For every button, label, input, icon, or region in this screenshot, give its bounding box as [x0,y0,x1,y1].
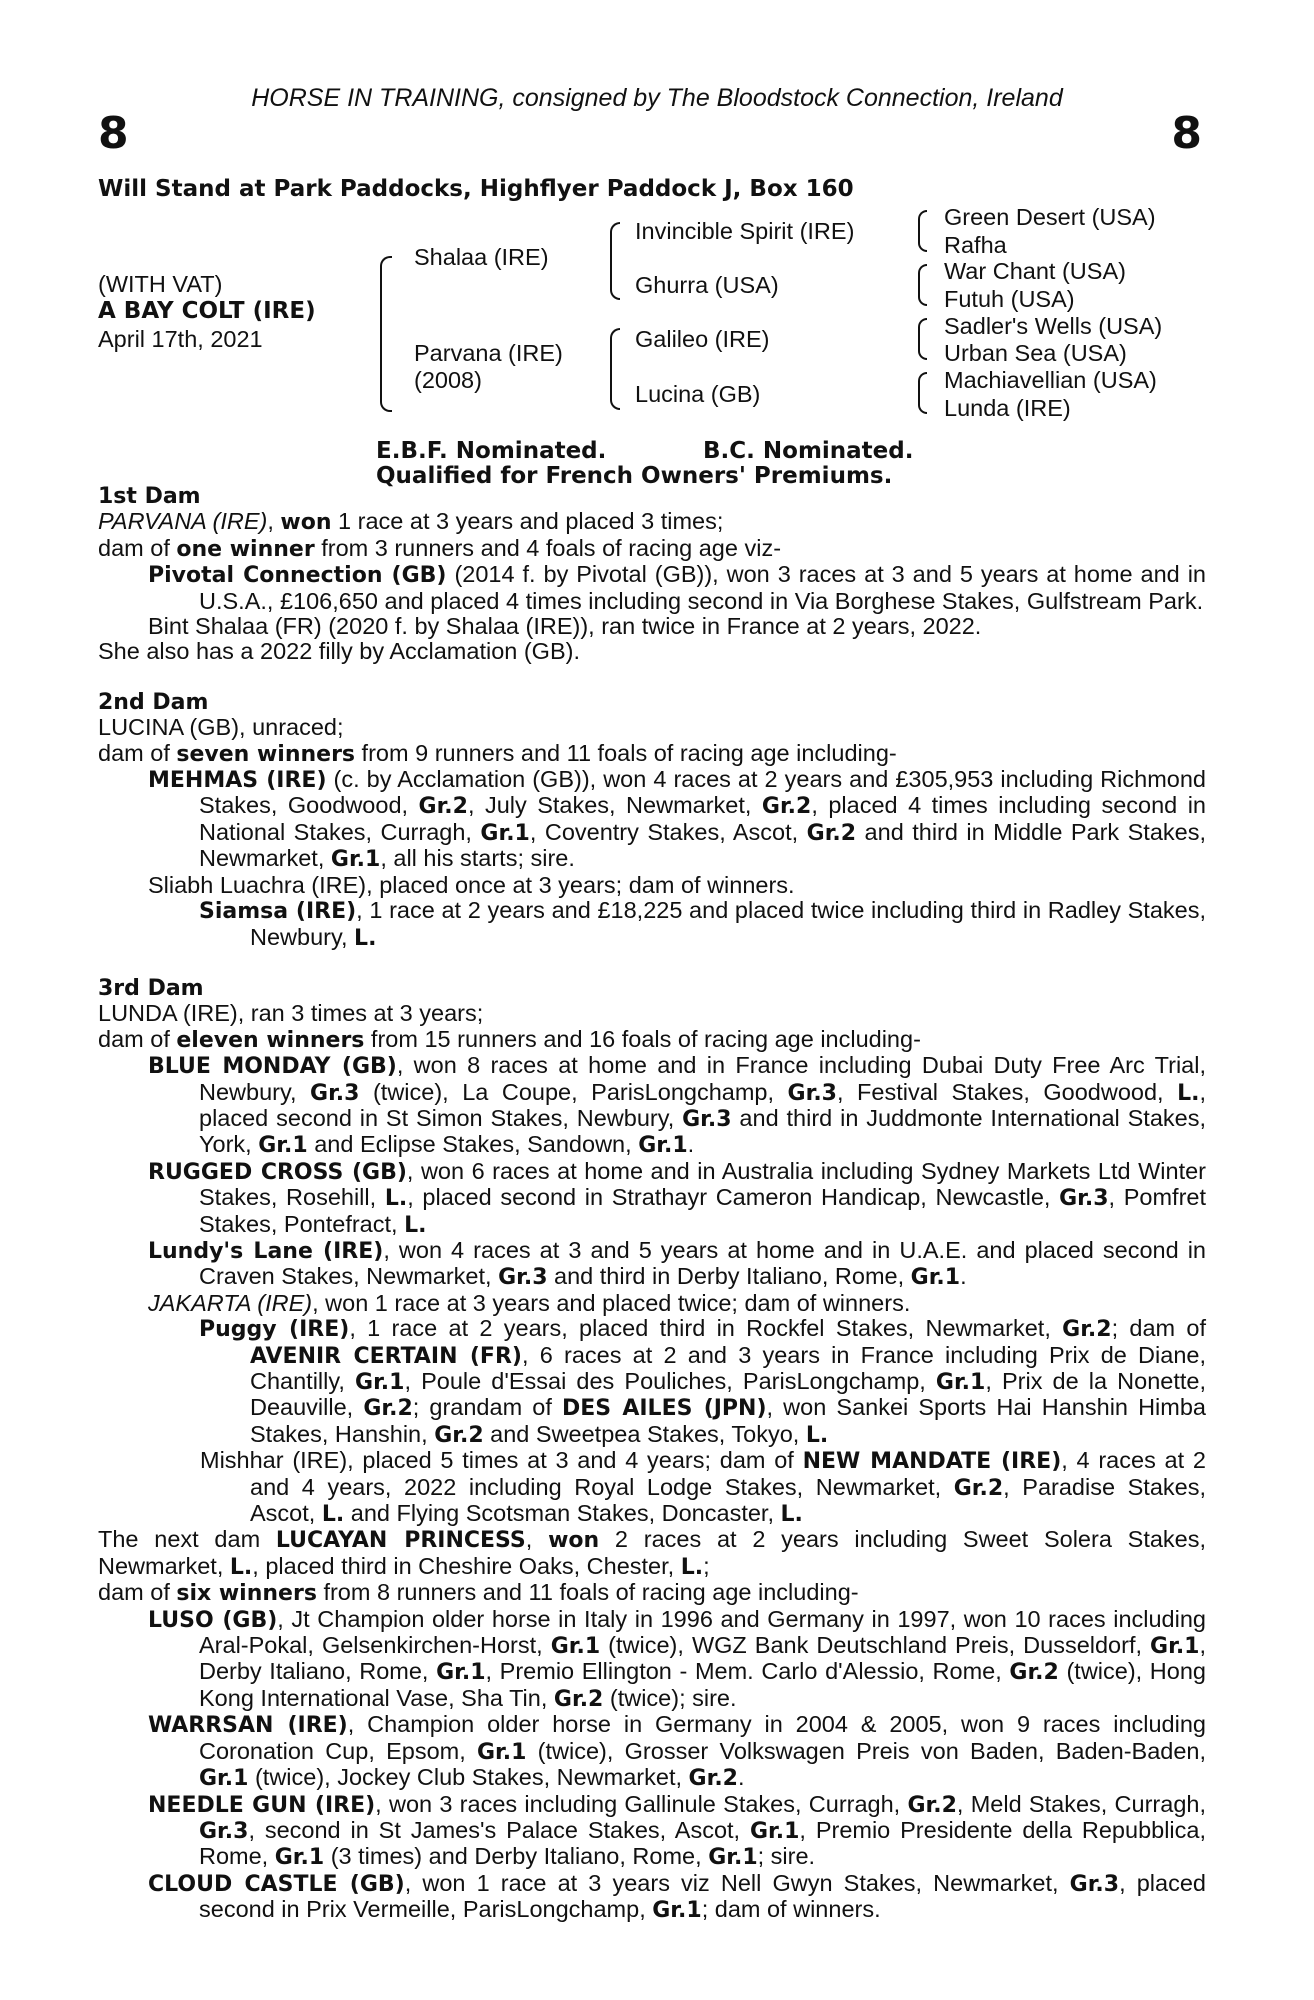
bracket-g3 [918,318,927,360]
vat-note: (WITH VAT) [98,271,223,297]
lot-name: A BAY COLT (IRE) [98,298,316,324]
section-heading-2nd-dam: 2nd Dam [98,689,209,715]
ebf-nomination: E.B.F. Nominated. [376,438,607,464]
produce-entry: Lundy's Lane (IRE), won 4 races at 3 and 5 years at home and in U.A.E. and placed second in Craven Stakes, Newmarket, Gr.3 and third in Derby Italiano, Rome, Gr.1. [148,1236,1206,1291]
page-header-title: HORSE IN TRAINING, consigned by The Bloodstock Connection, Ireland [251,84,1063,112]
granddam-1: Rafha [944,232,1007,258]
produce-entry: Puggy (IRE), 1 race at 2 years, placed third in Rockfel Stakes, Newmarket, Gr.2; dam of AVENIR CERTAIN (FR), 6 races at 2 and 3 years in France including Prix de Diane, Chantilly, Gr.1, Poule d'Essai des Pouliches, ParisLongchamp, Gr.1, Prix de la Nonette, Deauville, Gr.2; grandam of DES AILES (JPN), won Sankei Sports Hai Hanshin Himba Stakes, Hanshin, Gr.2 and Sweetpea Stakes, Tokyo, L. [199,1315,1207,1448]
grandsire-2: War Chant (USA) [944,258,1126,284]
first-dam-produce-summary: dam of one winner from 3 runners and 4 foals of racing age viz- [98,534,782,562]
pedigree-notes-body [98,484,1206,1924]
granddam-2: Futuh (USA) [944,286,1075,312]
bc-nomination: B.C. Nominated. [703,438,914,464]
first-dam-intro: PARVANA (IRE), won 1 race at 3 years and placed 3 times; [98,508,724,536]
sire-dam: Ghurra (USA) [635,272,779,298]
produce-entry: NEEDLE GUN (IRE), won 3 races including Gallinule Stakes, Curragh, Gr.2, Meld Stakes, Curragh, Gr.3, second in St James's Palace Stakes, Ascot, Gr.1, Premio Presidente della Repubblica, Rome, Gr.1 (3 times) and Derby Italiano, Rome, Gr.1; sire. [148,1790,1206,1871]
dam-year: (2008) [414,367,482,393]
lot-number-left: 8 [98,108,129,159]
grandsire-4: Machiavellian (USA) [944,367,1157,393]
bracket-dam [610,328,620,410]
produce-entry: Bint Shalaa (FR) (2020 f. by Shalaa (IRE)), ran twice in France at 2 years, 2022. [148,613,982,640]
section-heading-3rd-dam: 3rd Dam [98,975,204,1001]
sire-name: Shalaa (IRE) [414,244,549,270]
third-dam-intro: LUNDA (IRE), ran 3 times at 3 years; [98,1000,484,1027]
produce-entry: WARRSAN (IRE), Champion older horse in Germany in 2004 & 2005, won 9 races including Coronation Cup, Epsom, Gr.1 (twice), Grosser Volkswagen Preis von Baden, Baden-Baden, Gr.1 (twice), Jockey Club Stakes, Newmarket, Gr.2. [148,1711,1206,1792]
bracket-main [380,256,392,412]
produce-entry: CLOUD CASTLE (GB), won 1 race at 3 years viz Nell Gwyn Stakes, Newmarket, Gr.3, placed second in Prix Vermeille, ParisLongchamp, Gr.1; dam of winners. [148,1869,1206,1924]
stand-location: Will Stand at Park Paddocks, Highflyer Paddock J, Box 160 [98,176,854,202]
dam-sire: Galileo (IRE) [635,326,770,352]
second-dam-produce-summary: dam of seven winners from 9 runners and 11 foals of racing age including- [98,739,897,767]
bracket-g4 [918,372,927,414]
produce-entry: RUGGED CROSS (GB), won 6 races at home and in Australia including Sydney Markets Ltd Winter Stakes, Rosehill, L., placed second in Strathayr Cameron Handicap, Newcastle, Gr.3, Pomfret Stakes, Pontefract, L. [148,1157,1207,1238]
grandsire-1: Green Desert (USA) [944,204,1156,230]
produce-entry: BLUE MONDAY (GB), won 8 races at home and in France including Dubai Duty Free Arc Trial, Newbury, Gr.3 (twice), La Coupe, ParisLongchamp, Gr.3, Festival Stakes, Goodwood, L., placed second in St Simon Stakes, Newbury, Gr.3 and third in Juddmonte International Stakes, York, Gr.1 and Eclipse Stakes, Sandown, Gr.1. [148,1052,1207,1159]
bracket-g1 [918,210,927,252]
produce-entry: Mishhar (IRE), placed 5 times at 3 and 4 years; dam of NEW MANDATE (IRE), 4 races at 2 and 4 years, 2022 including Royal Lodge Stakes, Newmarket, Gr.2, Paradise Stakes, Ascot, L. and Flying Scotsman Stakes, Doncaster, L. [200,1447,1206,1528]
bracket-g2 [918,264,927,306]
section-heading-1st-dam: 1st Dam [98,484,201,509]
produce-entry: JAKARTA (IRE), won 1 race at 3 years and placed twice; dam of winners. [148,1289,911,1316]
french-premiums: Qualified for French Owners' Premiums. [376,463,893,489]
lot-number-right: 8 [1171,108,1202,159]
dam-dam: Lucina (GB) [635,381,761,407]
produce-entry: Sliabh Luachra (IRE), placed once at 3 years; dam of winners. [148,871,795,898]
grandsire-3: Sadler's Wells (USA) [944,313,1163,339]
dam-name: Parvana (IRE) [414,340,563,366]
bracket-sire [610,222,620,300]
third-dam-produce-summary: dam of eleven winners from 15 runners and 16 foals of racing age including- [98,1025,921,1053]
produce-entry: LUSO (GB), Jt Champion older horse in Italy in 1996 and Germany in 1997, won 10 races including Aral-Pokal, Gelsenkirchen-Horst, Gr.1 (twice), WGZ Bank Deutschland Preis, Dusseldorf, Gr.1, Derby Italiano, Rome, Gr.1, Premio Ellington - Mem. Carlo d'Alessio, Rome, Gr.2 (twice), Hong Kong International Vase, Sha Tin, Gr.2 (twice); sire. [148,1605,1207,1712]
sire-sire: Invincible Spirit (IRE) [635,218,855,244]
first-dam-note: She also has a 2022 filly by Acclamation (GB). [98,638,580,665]
produce-entry: Siamsa (IRE), 1 race at 2 years and £18,225 and placed twice including third in Radley Stakes, Newbury, L. [199,897,1206,951]
next-dam-intro: The next dam LUCAYAN PRINCESS, won 2 races at 2 years including Sweet Solera Stakes, Newmarket, L., placed third in Cheshire Oaks, Chester, L.; [98,1526,1207,1580]
foaling-date: April 17th, 2021 [98,326,263,352]
granddam-4: Lunda (IRE) [944,395,1071,421]
produce-entry: Pivotal Connection (GB) (2014 f. by Pivotal (GB)), won 3 races at 3 and 5 years at home and in U.S.A., £106,650 and placed 4 times including second in Via Borghese Stakes, Gulfstream Park. [148,561,1206,614]
granddam-3: Urban Sea (USA) [944,340,1127,366]
second-dam-intro: LUCINA (GB), unraced; [98,714,344,741]
next-dam-produce-summary: dam of six winners from 8 runners and 11 foals of racing age including- [98,1579,859,1607]
produce-entry: MEHMAS (IRE) (c. by Acclamation (GB)), won 4 races at 2 years and £305,953 including Richmond Stakes, Goodwood, Gr.2, July Stakes, Newmarket, Gr.2, placed 4 times including second in National Stakes, Curragh, Gr.1, Coventry Stakes, Ascot, Gr.2 and third in Middle Park Stakes, Newmarket, Gr.1, all his starts; sire. [148,766,1207,873]
